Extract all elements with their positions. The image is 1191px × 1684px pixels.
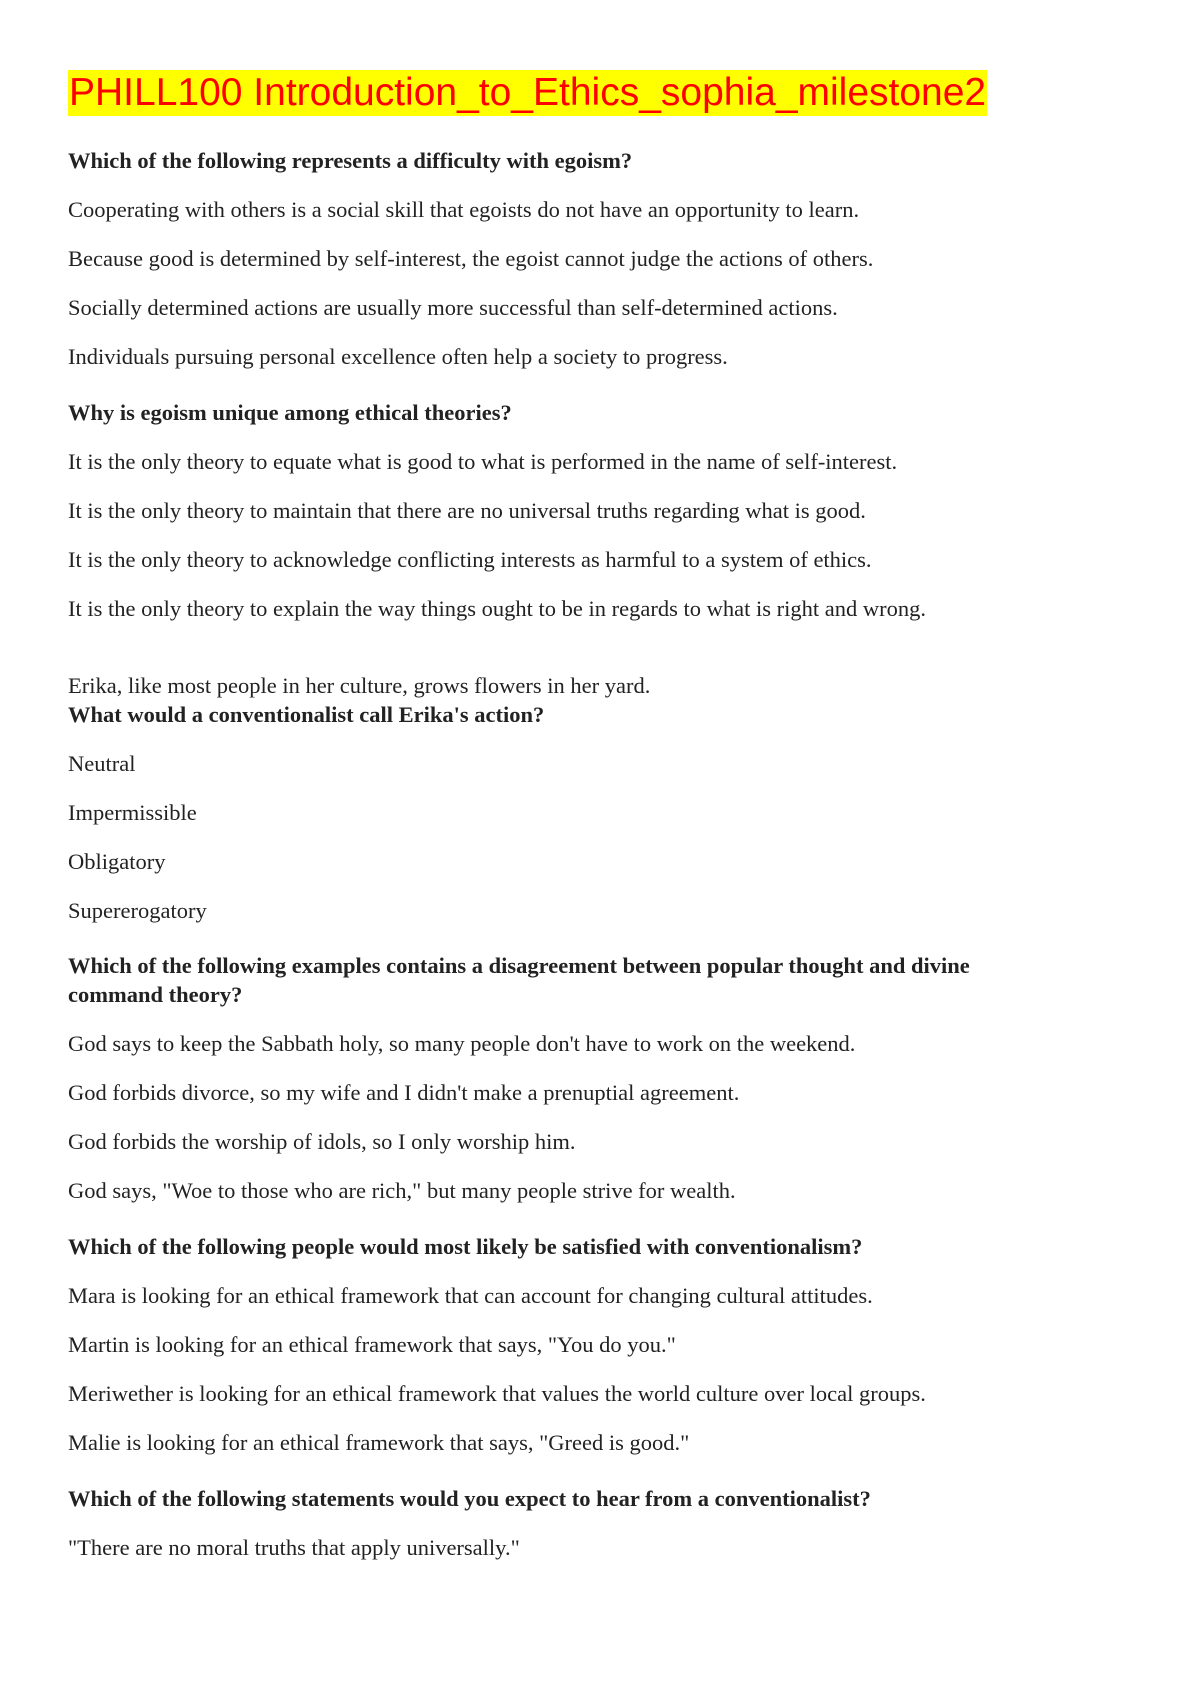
question-1-option-4: Individuals pursuing personal excellence often help a society to progress. — [68, 344, 728, 369]
question-1-option-2: Because good is determined by self-interest, the egoist cannot judge the actions of others. — [68, 246, 874, 271]
question-4-option-4: God says, "Woe to those who are rich," but many people strive for wealth. — [68, 1178, 736, 1203]
question-1-option-3: Socially determined actions are usually more successful than self-determined actions. — [68, 295, 838, 320]
question-4-option-2: God forbids divorce, so my wife and I didn't make a prenuptial agreement. — [68, 1080, 740, 1105]
question-4-text: Which of the following examples contains a disagreement between popular thought and divine command theory? — [68, 953, 970, 1007]
document-title: PHILL100 Introduction_to_Ethics_sophia_milestone2 — [69, 71, 987, 114]
question-4-option-1: God says to keep the Sabbath holy, so many people don't have to work on the weekend. — [68, 1031, 856, 1056]
question-3-context: Erika, like most people in her culture, grows flowers in her yard. — [68, 673, 651, 698]
question-1-text: Which of the following represents a difficulty with egoism? — [68, 148, 633, 173]
question-5-option-3: Meriwether is looking for an ethical framework that values the world culture over local groups. — [68, 1381, 926, 1406]
question-2-option-4: It is the only theory to explain the way things ought to be in regards to what is right and wrong. — [68, 596, 926, 621]
question-3-option-4: Supererogatory — [68, 898, 207, 923]
question-2-option-2: It is the only theory to maintain that there are no universal truths regarding what is good. — [68, 498, 866, 523]
question-2-option-3: It is the only theory to acknowledge conflicting interests as harmful to a system of ethics. — [68, 547, 872, 572]
question-2-option-1: It is the only theory to equate what is good to what is performed in the name of self-interest. — [68, 449, 898, 474]
question-1-option-1: Cooperating with others is a social skill that egoists do not have an opportunity to learn. — [68, 197, 860, 222]
question-6-option-1: "There are no moral truths that apply universally." — [68, 1535, 520, 1560]
question-4-option-3: God forbids the worship of idols, so I only worship him. — [68, 1129, 576, 1154]
question-5-option-2: Martin is looking for an ethical framework that says, "You do you." — [68, 1332, 676, 1357]
question-6-text: Which of the following statements would you expect to hear from a conventionalist? — [68, 1486, 871, 1511]
question-5-text: Which of the following people would most likely be satisfied with conventionalism? — [68, 1234, 863, 1259]
question-3-text: What would a conventionalist call Erika's action? — [68, 702, 545, 727]
question-3-option-2: Impermissible — [68, 800, 197, 825]
question-2-text: Why is egoism unique among ethical theories? — [68, 400, 512, 425]
question-5-option-4: Malie is looking for an ethical framework that says, "Greed is good." — [68, 1430, 690, 1455]
question-3-option-1: Neutral — [68, 751, 136, 776]
question-5-option-1: Mara is looking for an ethical framework that can account for changing cultural attitudes. — [68, 1283, 873, 1308]
question-3-option-3: Obligatory — [68, 849, 166, 874]
